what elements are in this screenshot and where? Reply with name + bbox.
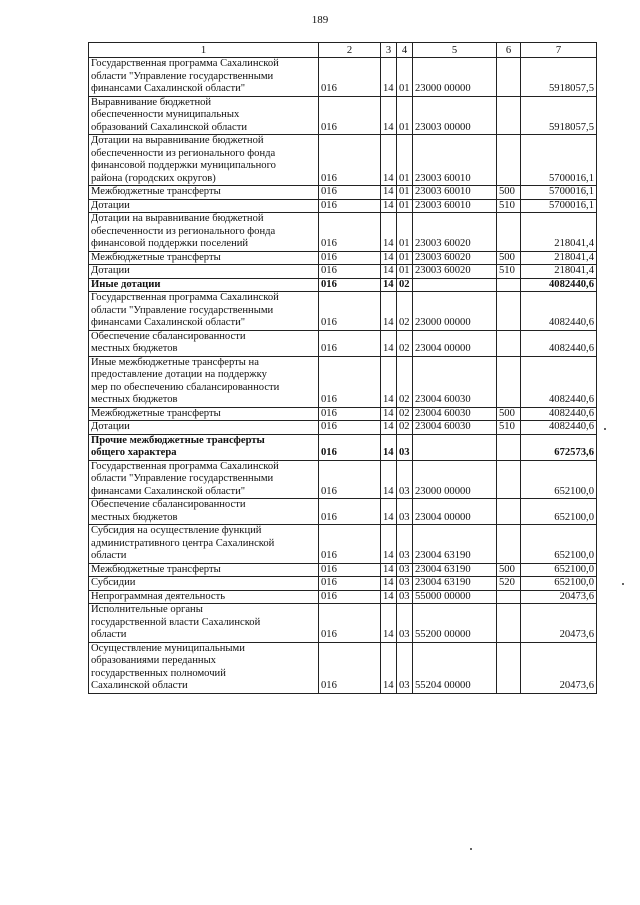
row-amount-cell: 5918057,5 bbox=[521, 96, 597, 135]
table-row bbox=[89, 499, 597, 525]
row-target-article-cell bbox=[413, 278, 497, 292]
row-expense-type-cell: 510 bbox=[497, 421, 521, 435]
row-target-article-cell: 23004 63190 bbox=[413, 525, 497, 564]
row-name-cell: Дотации bbox=[89, 421, 319, 435]
row-section-cell: 14 bbox=[381, 407, 397, 421]
row-target-article-cell: 23003 00000 bbox=[413, 96, 497, 135]
row-expense-type-cell bbox=[497, 434, 521, 460]
row-ved-cell: 016 bbox=[319, 460, 381, 499]
row-name-cell: Исполнительные органы государственной власти Сахалинской области bbox=[89, 604, 319, 643]
row-target-article-cell: 23003 60010 bbox=[413, 186, 497, 200]
table-row bbox=[89, 330, 597, 356]
row-ved-cell: 016 bbox=[319, 135, 381, 186]
row-target-article-cell: 55200 00000 bbox=[413, 604, 497, 643]
row-section-cell: 14 bbox=[381, 421, 397, 435]
row-name-cell: Непрограммная деятельность bbox=[89, 590, 319, 604]
row-expense-type-cell bbox=[497, 330, 521, 356]
row-expense-type-cell bbox=[497, 213, 521, 252]
table-row bbox=[89, 563, 597, 577]
table-row bbox=[89, 199, 597, 213]
row-ved-cell: 016 bbox=[319, 525, 381, 564]
row-section-cell: 14 bbox=[381, 563, 397, 577]
header-col-7: 7 bbox=[521, 43, 597, 58]
page-number: 189 bbox=[311, 14, 329, 26]
row-amount-cell: 5700016,1 bbox=[521, 135, 597, 186]
table-row bbox=[89, 265, 597, 279]
row-section-cell: 14 bbox=[381, 96, 397, 135]
budget-table bbox=[88, 42, 597, 694]
table-row bbox=[89, 577, 597, 591]
row-expense-type-cell bbox=[497, 499, 521, 525]
row-amount-cell: 5700016,1 bbox=[521, 186, 597, 200]
row-expense-type-cell bbox=[497, 590, 521, 604]
row-amount-cell: 218041,4 bbox=[521, 251, 597, 265]
row-expense-type-cell: 520 bbox=[497, 577, 521, 591]
row-ved-cell: 016 bbox=[319, 251, 381, 265]
row-subsection-cell: 01 bbox=[397, 199, 413, 213]
row-name-cell: Дотации bbox=[89, 199, 319, 213]
row-subsection-cell: 01 bbox=[397, 58, 413, 97]
row-section-cell: 14 bbox=[381, 278, 397, 292]
row-subsection-cell: 02 bbox=[397, 421, 413, 435]
row-ved-cell: 016 bbox=[319, 213, 381, 252]
row-name-cell: Государственная программа Сахалинской области "Управление государственными финансами Сахалинской области" bbox=[89, 58, 319, 97]
row-target-article-cell: 23004 63190 bbox=[413, 563, 497, 577]
row-name-cell: Прочие межбюджетные трансферты общего характера bbox=[89, 434, 319, 460]
row-amount-cell: 672573,6 bbox=[521, 434, 597, 460]
row-subsection-cell: 02 bbox=[397, 356, 413, 407]
table-row bbox=[89, 186, 597, 200]
row-name-cell: Иные межбюджетные трансферты на предоставление дотации на поддержку мер по обеспечению сбалансированности местных бюджетов bbox=[89, 356, 319, 407]
row-target-article-cell: 23004 00000 bbox=[413, 499, 497, 525]
row-target-article-cell: 23004 60030 bbox=[413, 356, 497, 407]
row-target-article-cell: 23000 00000 bbox=[413, 292, 497, 331]
row-ved-cell: 016 bbox=[319, 421, 381, 435]
row-target-article-cell: 23004 60030 bbox=[413, 421, 497, 435]
row-target-article-cell: 55000 00000 bbox=[413, 590, 497, 604]
row-ved-cell: 016 bbox=[319, 577, 381, 591]
row-subsection-cell: 01 bbox=[397, 96, 413, 135]
scan-speck bbox=[604, 428, 606, 430]
table-row bbox=[89, 525, 597, 564]
row-target-article-cell: 23003 60020 bbox=[413, 213, 497, 252]
row-ved-cell: 016 bbox=[319, 292, 381, 331]
header-col-4: 4 bbox=[397, 43, 413, 58]
row-expense-type-cell bbox=[497, 58, 521, 97]
table-row bbox=[89, 460, 597, 499]
row-section-cell: 14 bbox=[381, 186, 397, 200]
scan-speck bbox=[622, 583, 624, 585]
row-amount-cell: 652100,0 bbox=[521, 499, 597, 525]
row-subsection-cell: 03 bbox=[397, 460, 413, 499]
row-ved-cell: 016 bbox=[319, 199, 381, 213]
row-amount-cell: 652100,0 bbox=[521, 563, 597, 577]
row-section-cell: 14 bbox=[381, 604, 397, 643]
row-name-cell: Межбюджетные трансферты bbox=[89, 407, 319, 421]
row-subsection-cell: 01 bbox=[397, 265, 413, 279]
row-expense-type-cell bbox=[497, 356, 521, 407]
row-amount-cell: 4082440,6 bbox=[521, 407, 597, 421]
row-section-cell: 14 bbox=[381, 525, 397, 564]
row-expense-type-cell: 500 bbox=[497, 563, 521, 577]
row-amount-cell: 218041,4 bbox=[521, 213, 597, 252]
row-ved-cell: 016 bbox=[319, 278, 381, 292]
row-amount-cell: 4082440,6 bbox=[521, 278, 597, 292]
row-subsection-cell: 02 bbox=[397, 278, 413, 292]
header-col-2: 2 bbox=[319, 43, 381, 58]
row-subsection-cell: 03 bbox=[397, 604, 413, 643]
table-row bbox=[89, 135, 597, 186]
row-amount-cell: 652100,0 bbox=[521, 460, 597, 499]
row-subsection-cell: 03 bbox=[397, 590, 413, 604]
row-name-cell: Межбюджетные трансферты bbox=[89, 563, 319, 577]
row-section-cell: 14 bbox=[381, 199, 397, 213]
table-row bbox=[89, 251, 597, 265]
row-target-article-cell: 23003 60010 bbox=[413, 135, 497, 186]
row-section-cell: 14 bbox=[381, 213, 397, 252]
row-target-article-cell: 23003 60010 bbox=[413, 199, 497, 213]
row-ved-cell: 016 bbox=[319, 265, 381, 279]
row-name-cell: Обеспечение сбалансированности местных бюджетов bbox=[89, 330, 319, 356]
row-ved-cell: 016 bbox=[319, 642, 381, 693]
row-subsection-cell: 01 bbox=[397, 213, 413, 252]
table-row bbox=[89, 292, 597, 331]
table-header-row bbox=[89, 43, 597, 58]
row-section-cell: 14 bbox=[381, 58, 397, 97]
row-amount-cell: 20473,6 bbox=[521, 604, 597, 643]
row-ved-cell: 016 bbox=[319, 58, 381, 97]
row-expense-type-cell: 510 bbox=[497, 199, 521, 213]
row-name-cell: Межбюджетные трансферты bbox=[89, 251, 319, 265]
row-section-cell: 14 bbox=[381, 642, 397, 693]
row-name-cell: Обеспечение сбалансированности местных бюджетов bbox=[89, 499, 319, 525]
row-target-article-cell: 23000 00000 bbox=[413, 58, 497, 97]
row-amount-cell: 218041,4 bbox=[521, 265, 597, 279]
row-subsection-cell: 03 bbox=[397, 499, 413, 525]
table-row bbox=[89, 213, 597, 252]
row-amount-cell: 4082440,6 bbox=[521, 421, 597, 435]
row-ved-cell: 016 bbox=[319, 356, 381, 407]
row-amount-cell: 20473,6 bbox=[521, 642, 597, 693]
row-section-cell: 14 bbox=[381, 292, 397, 331]
row-name-cell: Субсидии bbox=[89, 577, 319, 591]
table-row bbox=[89, 356, 597, 407]
row-name-cell: Межбюджетные трансферты bbox=[89, 186, 319, 200]
row-amount-cell: 652100,0 bbox=[521, 525, 597, 564]
row-expense-type-cell bbox=[497, 642, 521, 693]
row-ved-cell: 016 bbox=[319, 434, 381, 460]
row-target-article-cell: 23003 60020 bbox=[413, 265, 497, 279]
row-section-cell: 14 bbox=[381, 135, 397, 186]
row-subsection-cell: 03 bbox=[397, 577, 413, 591]
row-amount-cell: 4082440,6 bbox=[521, 292, 597, 331]
row-amount-cell: 20473,6 bbox=[521, 590, 597, 604]
row-expense-type-cell bbox=[497, 604, 521, 643]
table-row bbox=[89, 434, 597, 460]
row-ved-cell: 016 bbox=[319, 407, 381, 421]
row-target-article-cell bbox=[413, 434, 497, 460]
table-row bbox=[89, 407, 597, 421]
row-target-article-cell: 23000 00000 bbox=[413, 460, 497, 499]
row-amount-cell: 652100,0 bbox=[521, 577, 597, 591]
table-row bbox=[89, 278, 597, 292]
row-section-cell: 14 bbox=[381, 460, 397, 499]
row-expense-type-cell bbox=[497, 278, 521, 292]
row-ved-cell: 016 bbox=[319, 96, 381, 135]
row-name-cell: Субсидия на осуществление функций административного центра Сахалинской области bbox=[89, 525, 319, 564]
table-row bbox=[89, 642, 597, 693]
row-name-cell: Государственная программа Сахалинской области "Управление государственными финансами Сахалинской области" bbox=[89, 292, 319, 331]
row-target-article-cell: 23004 00000 bbox=[413, 330, 497, 356]
row-section-cell: 14 bbox=[381, 251, 397, 265]
row-expense-type-cell: 500 bbox=[497, 251, 521, 265]
row-subsection-cell: 01 bbox=[397, 186, 413, 200]
row-subsection-cell: 03 bbox=[397, 434, 413, 460]
row-ved-cell: 016 bbox=[319, 590, 381, 604]
row-subsection-cell: 01 bbox=[397, 135, 413, 186]
row-section-cell: 14 bbox=[381, 356, 397, 407]
row-section-cell: 14 bbox=[381, 577, 397, 591]
row-expense-type-cell bbox=[497, 460, 521, 499]
row-expense-type-cell bbox=[497, 292, 521, 331]
row-subsection-cell: 03 bbox=[397, 563, 413, 577]
row-subsection-cell: 01 bbox=[397, 251, 413, 265]
row-expense-type-cell bbox=[497, 525, 521, 564]
row-section-cell: 14 bbox=[381, 330, 397, 356]
row-expense-type-cell: 500 bbox=[497, 186, 521, 200]
row-name-cell: Дотации bbox=[89, 265, 319, 279]
header-col-3: 3 bbox=[381, 43, 397, 58]
row-section-cell: 14 bbox=[381, 434, 397, 460]
row-section-cell: 14 bbox=[381, 265, 397, 279]
row-name-cell: Государственная программа Сахалинской области "Управление государственными финансами Сахалинской области" bbox=[89, 460, 319, 499]
row-amount-cell: 5918057,5 bbox=[521, 58, 597, 97]
row-amount-cell: 4082440,6 bbox=[521, 356, 597, 407]
row-target-article-cell: 23004 63190 bbox=[413, 577, 497, 591]
row-expense-type-cell: 500 bbox=[497, 407, 521, 421]
row-ved-cell: 016 bbox=[319, 330, 381, 356]
header-col-1: 1 bbox=[89, 43, 319, 58]
row-ved-cell: 016 bbox=[319, 604, 381, 643]
row-section-cell: 14 bbox=[381, 499, 397, 525]
table-row bbox=[89, 421, 597, 435]
table-row bbox=[89, 58, 597, 97]
row-subsection-cell: 03 bbox=[397, 642, 413, 693]
row-subsection-cell: 02 bbox=[397, 407, 413, 421]
table-row bbox=[89, 590, 597, 604]
row-name-cell: Осуществление муниципальными образованиями переданных государственных полномочий Сахалинской области bbox=[89, 642, 319, 693]
header-col-5: 5 bbox=[413, 43, 497, 58]
row-target-article-cell: 23004 60030 bbox=[413, 407, 497, 421]
row-target-article-cell: 23003 60020 bbox=[413, 251, 497, 265]
row-name-cell: Иные дотации bbox=[89, 278, 319, 292]
row-name-cell: Дотации на выравнивание бюджетной обеспеченности из регионального фонда финансовой поддержки поселений bbox=[89, 213, 319, 252]
row-target-article-cell: 55204 00000 bbox=[413, 642, 497, 693]
row-expense-type-cell bbox=[497, 96, 521, 135]
row-expense-type-cell bbox=[497, 135, 521, 186]
row-ved-cell: 016 bbox=[319, 563, 381, 577]
table-row bbox=[89, 96, 597, 135]
row-section-cell: 14 bbox=[381, 590, 397, 604]
row-amount-cell: 4082440,6 bbox=[521, 330, 597, 356]
row-name-cell: Дотации на выравнивание бюджетной обеспеченности из регионального фонда финансовой поддержки муниципального района (городских округов) bbox=[89, 135, 319, 186]
scan-speck bbox=[470, 848, 472, 850]
row-subsection-cell: 02 bbox=[397, 292, 413, 331]
row-subsection-cell: 03 bbox=[397, 525, 413, 564]
row-expense-type-cell: 510 bbox=[497, 265, 521, 279]
row-subsection-cell: 02 bbox=[397, 330, 413, 356]
row-ved-cell: 016 bbox=[319, 186, 381, 200]
row-amount-cell: 5700016,1 bbox=[521, 199, 597, 213]
table-row bbox=[89, 604, 597, 643]
header-col-6: 6 bbox=[497, 43, 521, 58]
row-name-cell: Выравнивание бюджетной обеспеченности муниципальных образований Сахалинской области bbox=[89, 96, 319, 135]
row-ved-cell: 016 bbox=[319, 499, 381, 525]
